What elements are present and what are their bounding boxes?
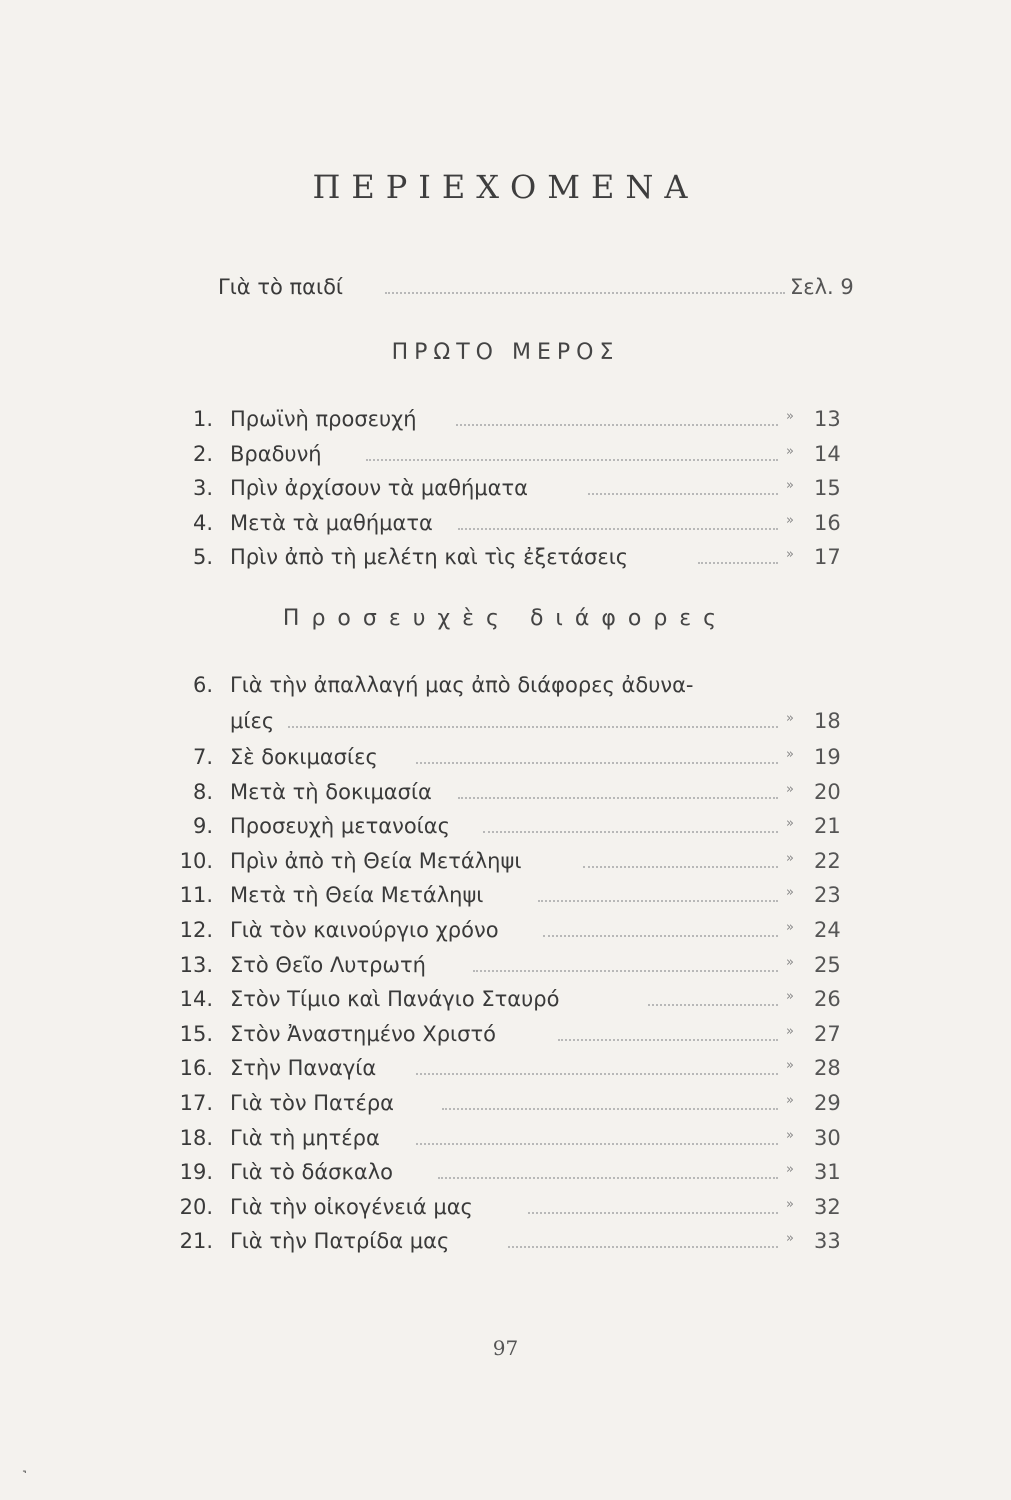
toc-entry-number: 3.: [192, 476, 213, 500]
dot-leader: [416, 1143, 778, 1145]
toc-entry: [0, 437, 1011, 471]
toc-entry-label: Γιὰ τὸ παιδί: [218, 275, 344, 299]
toc-entry-label: Στὸν Ἀναστημένο Χριστό: [230, 1021, 496, 1046]
toc-entry-label: Γιὰ τὴν Πατρίδα μας: [230, 1229, 450, 1254]
toc-entry-label: Στὸν Τίμιο καὶ Πανάγιο Σταυρό: [230, 987, 560, 1012]
toc-entry-number: 13.: [179, 952, 213, 977]
section-heading: Προσευχὲς διάφορες: [282, 606, 729, 631]
toc-entry-page: Σελ. 9: [790, 275, 854, 299]
toc-entry-number: 17.: [179, 1091, 213, 1115]
toc-entry-number: 10.: [179, 848, 213, 873]
toc-entry-number: 14.: [179, 987, 213, 1012]
dot-leader: [456, 424, 778, 426]
toc-entry: [0, 948, 1011, 982]
toc-entry-page: 28: [814, 1056, 841, 1081]
toc-entry-number: 16.: [179, 1056, 213, 1081]
toc-entry-number: 12.: [179, 918, 213, 942]
section-heading: ΠΡΩΤΟ ΜΕΡΟΣ: [391, 340, 620, 365]
ditto-mark: »: [786, 1196, 794, 1212]
ditto-mark: »: [786, 885, 794, 901]
ditto-mark: »: [786, 816, 794, 832]
toc-entry-page: 13: [814, 407, 841, 431]
toc-entry-page: 26: [814, 987, 841, 1012]
toc-entry: [0, 402, 1011, 436]
toc-entry-page: 27: [814, 1021, 841, 1046]
page-title: ΠΕΡΙΕΧΟΜΕΝΑ: [312, 168, 699, 206]
dot-leader: [442, 1108, 778, 1110]
dot-leader: [508, 1246, 778, 1248]
ditto-mark: »: [786, 850, 794, 866]
toc-entry-page: 20: [814, 779, 841, 804]
dot-leader: [538, 900, 778, 902]
ditto-mark: »: [786, 711, 794, 726]
ditto-mark: »: [786, 512, 794, 528]
toc-entry-continuation: [0, 704, 1011, 738]
toc-entry: [0, 844, 1011, 878]
toc-entry-page: 19: [814, 745, 841, 769]
dot-leader: [648, 1004, 778, 1006]
toc-entry-label: Πρὶν ἀρχίσουν τὰ μαθήματα: [230, 476, 528, 500]
ditto-mark: »: [786, 747, 794, 762]
ditto-mark: »: [786, 954, 794, 970]
ditto-mark: »: [786, 1231, 794, 1247]
toc-entry-label: Προσευχὴ μετανοίας: [230, 814, 450, 839]
toc-entry-label: Βραδυνή: [230, 441, 322, 466]
toc-entry: [0, 1121, 1011, 1155]
ditto-mark: »: [786, 1058, 794, 1074]
toc-entry: [0, 1155, 1011, 1189]
ditto-mark: »: [786, 1093, 794, 1108]
dot-leader: [416, 1073, 778, 1075]
toc-entry-number: 11.: [179, 883, 213, 908]
dot-leader: [366, 459, 778, 461]
dot-leader: [288, 726, 778, 728]
toc-entry-number: 20.: [179, 1194, 213, 1219]
dot-leader: [698, 562, 778, 564]
toc-entry: [0, 809, 1011, 843]
toc-entry-label: Στὸ Θεῖο Λυτρωτή: [230, 952, 426, 977]
toc-entry-page: 14: [814, 441, 841, 466]
toc-entry-label: Μετὰ τὴ Θεία Μετάληψι: [230, 883, 484, 908]
toc-entry-label: Πρὶν ἀπὸ τὴ μελέτη καὶ τὶς ἐξετάσεις: [230, 545, 629, 569]
toc-entry-number: 4.: [192, 510, 213, 535]
toc-entry: [0, 1017, 1011, 1051]
dot-leader: [458, 528, 778, 530]
toc-entry-page: 24: [814, 918, 841, 942]
toc-entry-label: Σὲ δοκιμασίες: [230, 745, 378, 769]
toc-entry-page: 16: [814, 510, 841, 535]
toc-entry-page: 33: [814, 1229, 841, 1254]
toc-entry-page: 21: [814, 814, 841, 839]
toc-entry-page: 23: [814, 883, 841, 908]
ditto-mark: »: [786, 920, 794, 935]
dot-leader: [473, 970, 778, 972]
toc-entry-page: 18: [814, 709, 841, 733]
page-number: 97: [492, 1336, 519, 1360]
toc-entry: [0, 982, 1011, 1016]
dot-leader: [416, 762, 778, 764]
toc-entry-number: 6.: [192, 673, 213, 697]
ditto-mark: »: [786, 781, 794, 797]
toc-entry-page: 32: [814, 1194, 841, 1219]
toc-entry-number: 5.: [192, 545, 213, 569]
toc-entry-number: 19.: [179, 1160, 213, 1185]
toc-entry-number: 1.: [192, 407, 213, 431]
toc-entry-label: Μετὰ τὴ δοκιμασία: [230, 779, 432, 804]
dot-leader: [483, 831, 778, 833]
toc-entry-label: Γιὰ τὴ μητέρα: [230, 1125, 380, 1150]
toc-entry-number: 7.: [192, 745, 213, 769]
toc-entry: [0, 540, 1011, 574]
ditto-mark: »: [786, 1023, 794, 1039]
toc-entry: [0, 775, 1011, 809]
toc-entry-label: μίες: [230, 709, 275, 733]
toc-entry: [0, 1224, 1011, 1258]
toc-entry-label: Γιὰ τὸν καινούργιο χρόνο: [230, 918, 499, 942]
ditto-mark: »: [786, 989, 794, 1005]
ditto-mark: »: [786, 1127, 794, 1143]
dot-leader: [558, 1039, 778, 1041]
toc-entry-number: 18.: [179, 1125, 213, 1150]
toc-entry: [0, 913, 1011, 947]
toc-entry-page: 22: [814, 848, 841, 873]
toc-entry: [0, 1190, 1011, 1224]
toc-entry-label: Πρωϊνὴ προσευχή: [230, 407, 417, 431]
dot-leader: [528, 1212, 778, 1214]
toc-entry-page: 25: [814, 952, 841, 977]
toc-entry: [0, 506, 1011, 540]
dot-leader: [458, 797, 778, 799]
toc-entry-label: Μετὰ τὰ μαθήματα: [230, 510, 433, 535]
toc-entry: [0, 740, 1011, 774]
dot-leader: [583, 866, 778, 868]
toc-entry-page: 17: [814, 545, 841, 569]
toc-entry: [0, 668, 1011, 702]
corner-mark: ˺: [22, 1469, 27, 1485]
ditto-mark: »: [786, 409, 794, 424]
dot-leader: [385, 292, 785, 294]
ditto-mark: »: [786, 547, 794, 562]
toc-entry-page: 31: [814, 1160, 841, 1185]
toc-entry-label: Στὴν Παναγία: [230, 1056, 377, 1081]
toc-entry-page: 29: [814, 1091, 841, 1115]
toc-entry: [0, 878, 1011, 912]
intro-entry: [0, 270, 1011, 304]
toc-entry-label: Γιὰ τὴν ἀπαλλαγή μας ἀπὸ διάφορες ἀδυνα-: [230, 673, 694, 697]
toc-entry-number: 21.: [179, 1229, 213, 1254]
ditto-mark: »: [786, 478, 794, 493]
toc-entry-number: 2.: [192, 441, 213, 466]
dot-leader: [588, 493, 778, 495]
toc-entry: [0, 1086, 1011, 1120]
toc-entry-number: 15.: [179, 1021, 213, 1046]
dot-leader: [438, 1177, 778, 1179]
toc-entry-number: 8.: [192, 779, 213, 804]
toc-entry-label: Πρὶν ἀπὸ τὴ Θεία Μετάληψι: [230, 848, 522, 873]
toc-entry-number: 9.: [192, 814, 213, 839]
toc-entry-label: Γιὰ τὴν οἰκογένειά μας: [230, 1194, 473, 1219]
toc-entry-label: Γιὰ τὸν Πατέρα: [230, 1091, 395, 1115]
toc-entry: [0, 1051, 1011, 1085]
ditto-mark: »: [786, 443, 794, 459]
dot-leader: [543, 935, 778, 937]
toc-entry-page: 15: [814, 476, 841, 500]
ditto-mark: »: [786, 1162, 794, 1178]
toc-entry-label: Γιὰ τὸ δάσκαλο: [230, 1160, 393, 1185]
toc-entry-page: 30: [814, 1125, 841, 1150]
toc-entry: [0, 471, 1011, 505]
